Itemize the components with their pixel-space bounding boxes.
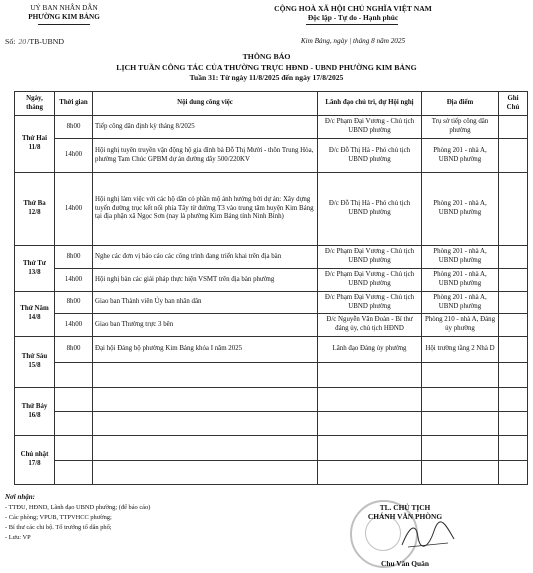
time-cell: 14h00: [55, 173, 93, 246]
place-cell: [422, 363, 499, 388]
place-cell: [422, 388, 499, 412]
leader-cell: Đ/c Phạm Đại Vương - Chủ tịch UBND phường: [318, 246, 422, 269]
doc-number-prefix: Số:: [5, 37, 16, 46]
table-row: [15, 292, 528, 314]
doc-number-value: 20: [18, 37, 27, 46]
time-cell: 8h00: [55, 337, 93, 363]
leader-cell: Đ/c Phạm Đại Vương - Chủ tịch UBND phường: [318, 116, 422, 139]
note-cell: [499, 116, 528, 139]
day-name: Thứ Bảy: [21, 402, 48, 410]
day-name: Thứ Hai: [21, 135, 47, 143]
leader-cell: Đ/c Nguyễn Văn Đoàn - Bí thư đảng ủy, chủ tịch HĐND: [318, 314, 422, 337]
note-cell: [499, 139, 528, 173]
table-row: [15, 436, 528, 461]
note-cell: [499, 388, 528, 412]
content-cell: Giao ban Thành viên Ủy ban nhân dân: [93, 292, 318, 314]
recipients-heading: Nơi nhận:: [5, 493, 36, 501]
leader-cell: [318, 363, 422, 388]
recipient-item: - Lưu: VP: [5, 534, 31, 541]
day-cell: [15, 116, 55, 173]
place-cell: Phòng 201 - nhà A, UBND phường: [422, 173, 499, 246]
national-motto: Độc lập - Tự do - Hạnh phúc: [307, 13, 399, 22]
org-underline: [38, 24, 90, 25]
schedule-table: [14, 91, 528, 485]
day-cell: [15, 388, 55, 436]
content-cell: Hội nghị tuyên truyền vận động hộ gia đình bà Đỗ Thị Mười - thôn Trung Hòa, phường Tam Chúc GPBM dự án đường dây 500/220KV: [93, 139, 318, 173]
header-leader: Lãnh đạo chủ trì, dự Hội nghị: [318, 92, 422, 116]
header-day: Ngày, tháng: [15, 92, 55, 116]
table-row: [15, 412, 528, 436]
day-date: 13/8: [28, 268, 41, 276]
day-cell: [15, 173, 55, 246]
day-name: Thứ Năm: [20, 305, 49, 313]
header-note: Ghi Chú: [499, 92, 528, 116]
time-cell: 8h00: [55, 292, 93, 314]
signature-position: CHÁNH VĂN PHÒNG: [367, 512, 443, 521]
header-time: Thời gian: [55, 92, 93, 116]
day-name: Chủ nhật: [20, 451, 49, 459]
note-cell: [499, 269, 528, 292]
content-cell: [93, 412, 318, 436]
time-cell: [55, 388, 93, 412]
place-cell: Phòng 201 - nhà A, UBND phường: [422, 292, 499, 314]
document-number: [5, 37, 64, 46]
day-name: Thứ Tư: [23, 259, 46, 267]
note-cell: [499, 314, 528, 337]
note-cell: [499, 246, 528, 269]
doc-number-suffix: /TB-UBND: [27, 37, 64, 46]
time-cell: 8h00: [55, 246, 93, 269]
content-cell: [93, 388, 318, 412]
table-row: [15, 116, 528, 139]
leader-cell: Đ/c Đỗ Thị Hà - Phó chủ tịch UBND phường: [318, 173, 422, 246]
day-name: Thứ Ba: [23, 200, 46, 208]
table-row: [15, 388, 528, 412]
place-cell: Hội trường tầng 2 Nhà D: [422, 337, 499, 363]
day-date: 11/8: [28, 144, 41, 151]
content-cell: Đại hội Đảng bộ phường Kim Bảng khóa I năm 2025: [93, 337, 318, 363]
day-cell: [15, 246, 55, 292]
header-place: Địa điểm: [422, 92, 499, 116]
place-cell: Trụ sở tiếp công dân phường: [422, 116, 499, 139]
note-cell: [499, 173, 528, 246]
time-cell: 8h00: [55, 116, 93, 139]
content-cell: Hội nghị bàn các giải pháp thực hiện VSMT trên địa bàn phường: [93, 269, 318, 292]
content-cell: Giao ban Thường trực 3 bên: [93, 314, 318, 337]
content-cell: Tiếp công dân định kỳ tháng 8/2025: [93, 116, 318, 139]
week-range: Tuần 31: Từ ngày 11/8/2025 đến ngày 17/8/2025: [189, 73, 344, 82]
place-date-line: Kim Bảng, ngày | tháng 8 năm 2025: [300, 37, 406, 45]
leader-cell: [318, 388, 422, 412]
leader-cell: Lãnh đạo Đảng ủy phường: [318, 337, 422, 363]
content-cell: Hội nghị làm việc với các hộ dân có phần mộ ảnh hưởng bởi dự án: Xây dựng tuyến đường trục kết nối phía Tây từ đường T3 vào trung tâm huyện Kim Bảng tại địa phận xã Ngọc Sơn (nay là phường Kim Bảng tỉnh Ninh Bình): [93, 173, 318, 246]
note-cell: [499, 363, 528, 388]
content-cell: Nghe các đơn vị báo cáo các công trình đang triển khai trên địa bàn: [93, 246, 318, 269]
time-cell: 14h00: [55, 314, 93, 337]
table-row: [15, 337, 528, 363]
table-row: [15, 363, 528, 388]
day-date: 17/8: [28, 460, 41, 467]
table-row: [15, 269, 528, 292]
signer-name: Chu Văn Quân: [381, 559, 429, 568]
recipient-item: - TTĐU, HĐND, Lãnh đạo UBND phường; (để báo cáo): [5, 504, 151, 511]
place-cell: Phòng 201 - nhà A, UBND phường: [422, 139, 499, 173]
table-row: [15, 246, 528, 269]
place-cell: [422, 436, 499, 461]
schedule-title: LỊCH TUẦN CÔNG TÁC CỦA THƯỜNG TRỰC HĐND - UBND PHƯỜNG KIM BẢNG: [116, 63, 417, 72]
day-cell: [15, 436, 55, 485]
leader-cell: [318, 461, 422, 485]
leader-cell: Đ/c Phạm Đại Vương - Chủ tịch UBND phường: [318, 269, 422, 292]
place-cell: Phòng 201 - nhà A, UBND phường: [422, 269, 499, 292]
place-cell: [422, 461, 499, 485]
note-cell: [499, 337, 528, 363]
day-date: 16/8: [28, 411, 41, 419]
note-cell: [499, 292, 528, 314]
note-cell: [499, 461, 528, 485]
table-row: [15, 314, 528, 337]
day-date: 15/8: [28, 362, 41, 369]
table-row: [15, 173, 528, 246]
day-cell: [15, 337, 55, 388]
content-cell: [93, 363, 318, 388]
content-cell: [93, 461, 318, 485]
signature-authority: TL. CHỦ TỊCH: [379, 503, 431, 512]
table-row: [15, 139, 528, 173]
day-name: Thứ Sáu: [21, 353, 48, 361]
national-title: CỘNG HOÀ XÃ HỘI CHỦ NGHĨA VIỆT NAM: [274, 4, 432, 13]
leader-cell: Đ/c Phạm Đại Vương - Chủ tịch UBND phường: [318, 292, 422, 314]
note-cell: [499, 412, 528, 436]
day-date: 12/8: [28, 209, 41, 216]
handwritten-signature: [398, 519, 458, 553]
leader-cell: [318, 436, 422, 461]
time-cell: [55, 412, 93, 436]
content-cell: [93, 436, 318, 461]
time-cell: 14h00: [55, 139, 93, 173]
note-cell: [499, 436, 528, 461]
leader-cell: Đ/c Đỗ Thị Hà - Phó chủ tịch UBND phường: [318, 139, 422, 173]
org-name-line1: UỶ BAN NHÂN DÂN: [30, 4, 98, 12]
time-cell: [55, 436, 93, 461]
time-cell: [55, 363, 93, 388]
motto-underline: [306, 24, 398, 25]
time-cell: 14h00: [55, 269, 93, 292]
day-cell: [15, 292, 55, 337]
place-cell: Phòng 201 - nhà A, UBND phường: [422, 246, 499, 269]
notice-title: THÔNG BÁO: [242, 52, 291, 61]
recipient-item: - Bí thư các chi bộ. Tổ trưởng tổ dân phố;: [5, 524, 112, 531]
place-cell: [422, 412, 499, 436]
place-cell: Phòng 210 - nhà A, Đảng ủy phường: [422, 314, 499, 337]
table-row: [15, 461, 528, 485]
recipient-item: - Các phòng; VPUB, TTPVHCC phường;: [5, 514, 112, 521]
day-date: 14/8: [28, 314, 41, 321]
org-name-line2: PHƯỜNG KIM BẢNG: [28, 13, 100, 21]
header-content: Nội dung công việc: [93, 92, 318, 116]
leader-cell: [318, 412, 422, 436]
time-cell: [55, 461, 93, 485]
